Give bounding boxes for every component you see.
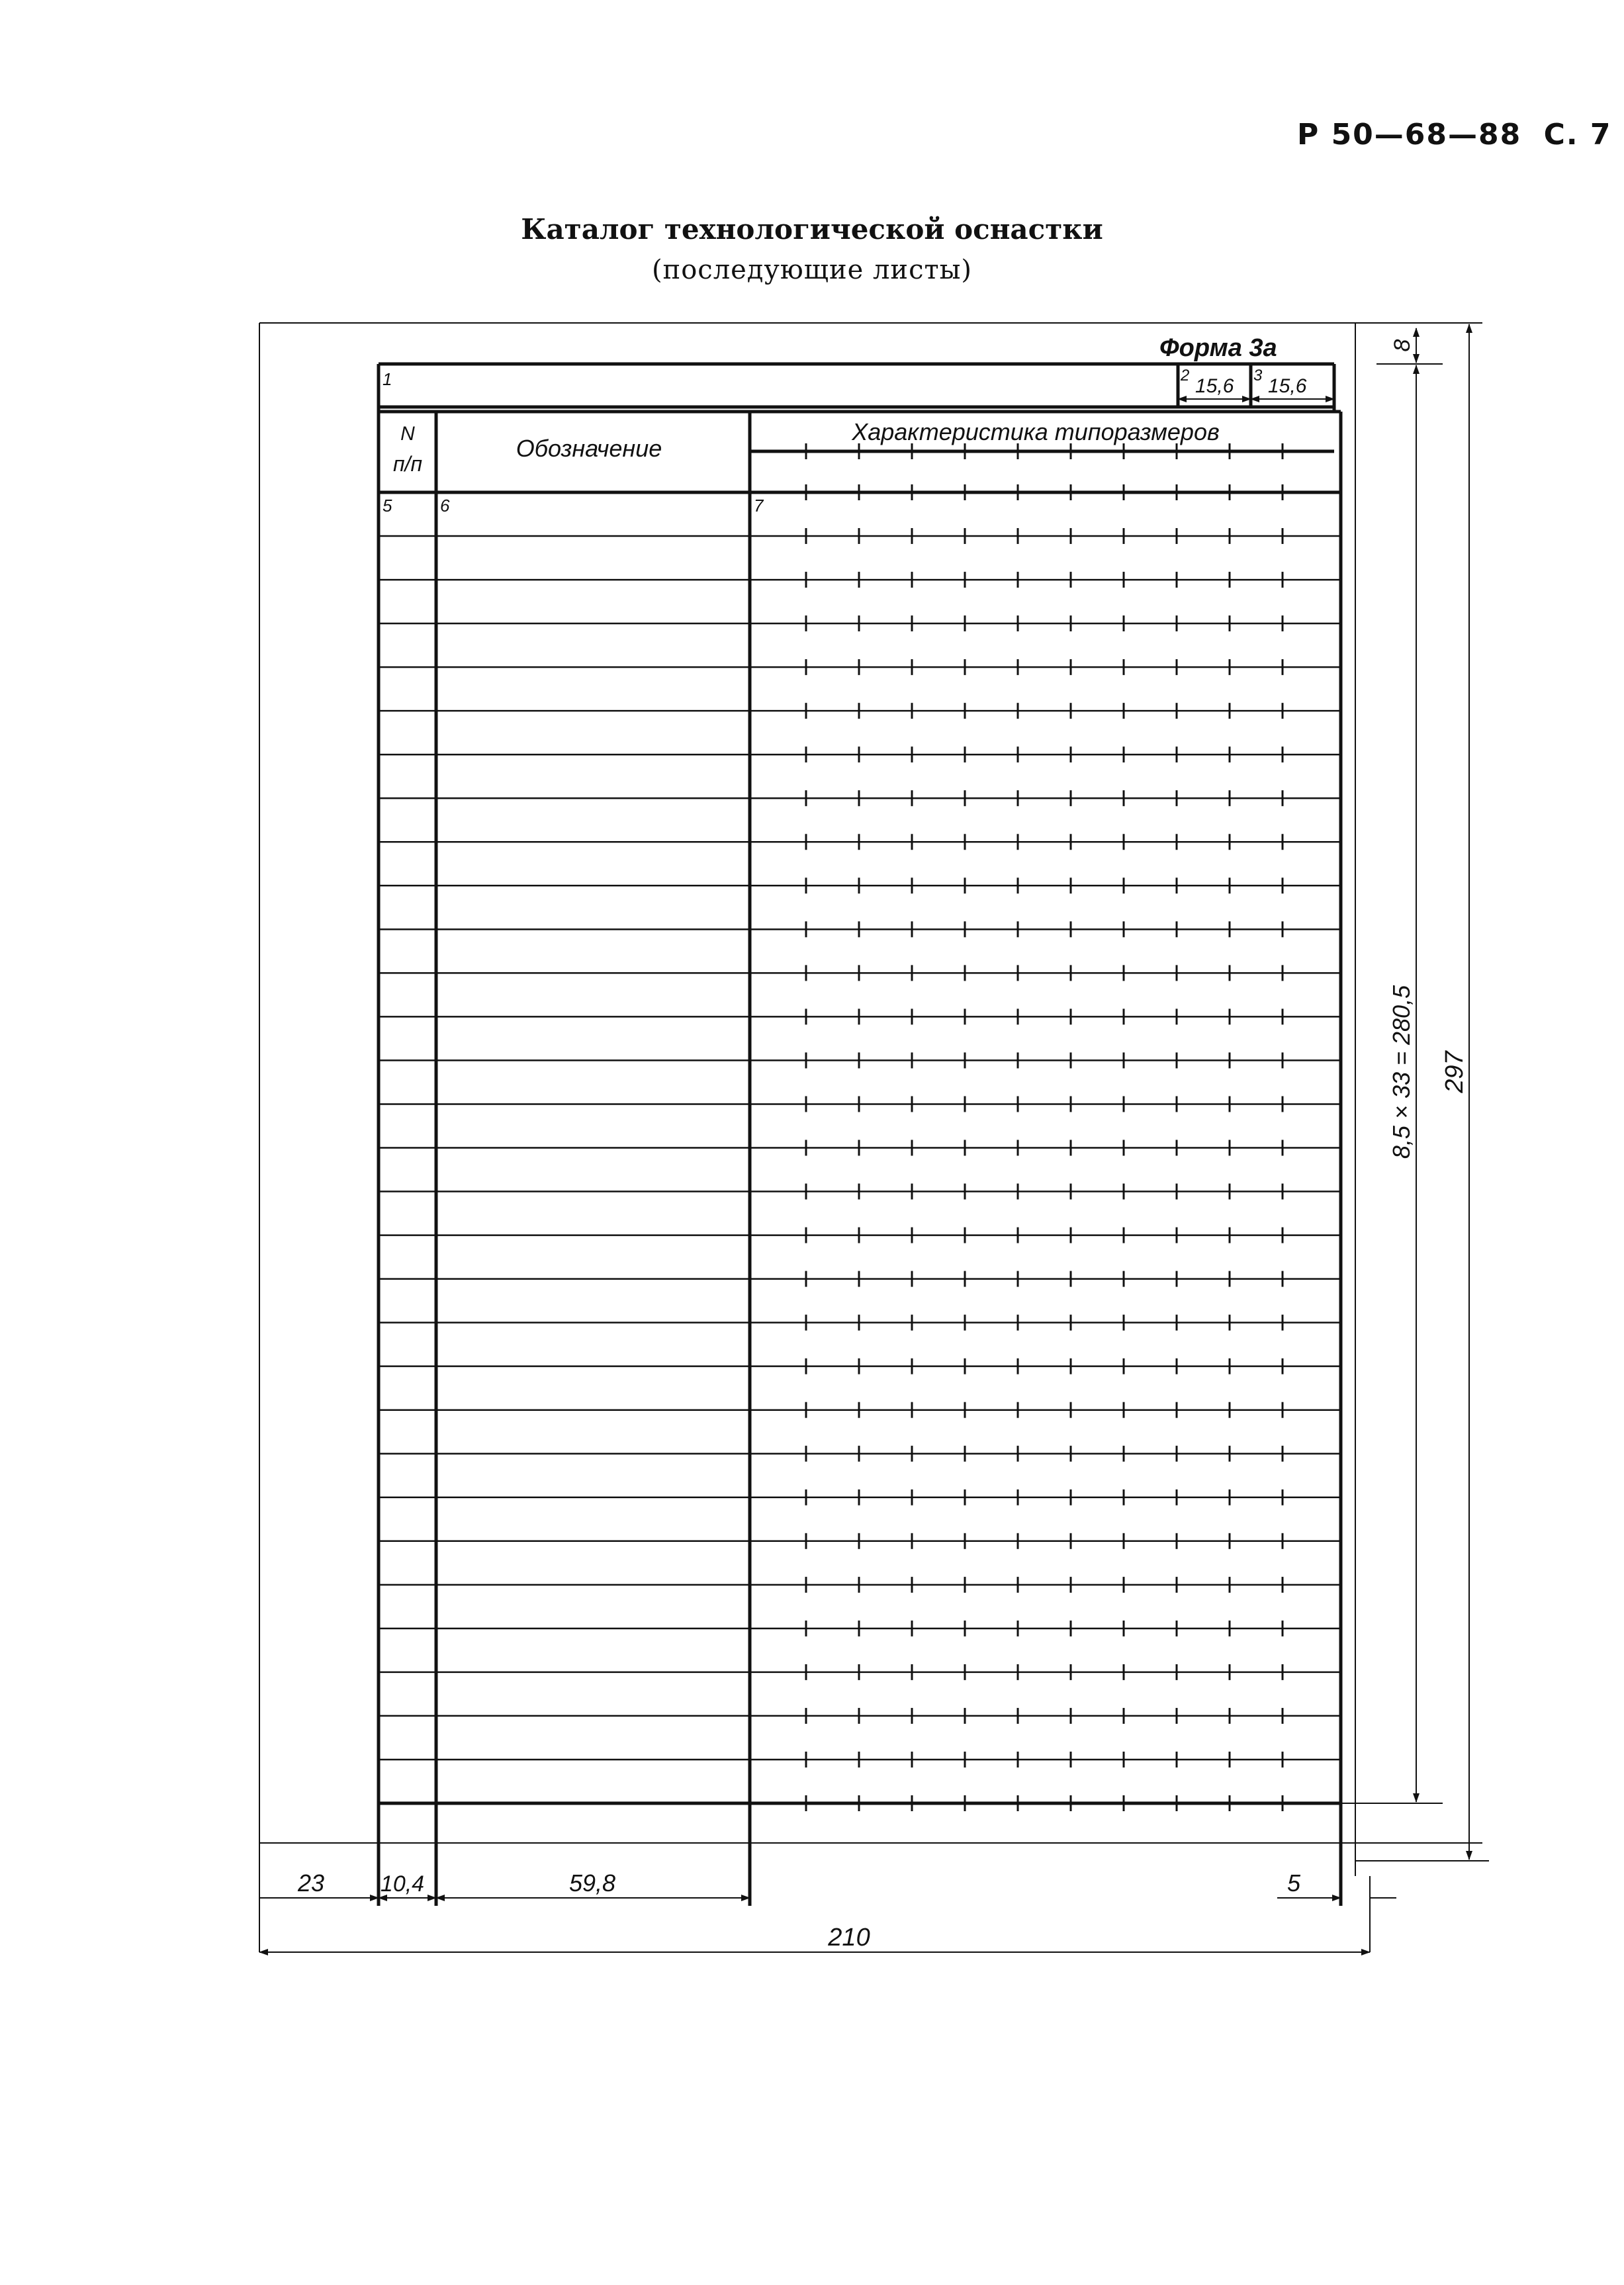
dim-total-height: 297 <box>1441 1051 1468 1093</box>
page-title: Каталог технологической оснастки <box>521 213 1103 246</box>
cell-6-number: 6 <box>440 496 450 515</box>
doc-number: Р 50—68—88 <box>1297 118 1522 152</box>
cell-2-number: 2 <box>1181 367 1190 384</box>
page-subtitle: (последующие листы) <box>651 255 973 285</box>
dim-designation-width: 59,8 <box>568 1869 616 1897</box>
column-number-header-line2: п/п <box>392 452 423 476</box>
column-designation-header: Обозначение <box>516 435 662 462</box>
dim-column-number-width: 10,4 <box>380 1871 425 1897</box>
cell-2-width: 15,6 <box>1195 375 1234 397</box>
dim-total-width: 210 <box>828 1924 870 1951</box>
cell-5-number: 5 <box>383 496 392 515</box>
form-label: Форма 3а <box>1159 334 1277 362</box>
dim-rows-height: 8,5 × 33 = 280,5 <box>1388 985 1415 1159</box>
cell-3-number: 3 <box>1253 367 1263 384</box>
page-number: С. 7 <box>1543 118 1612 152</box>
dimension-lines <box>259 324 1489 1952</box>
dim-right-margin: 5 <box>1286 1869 1301 1897</box>
cell-7-number: 7 <box>754 496 764 515</box>
column-characteristics-header: Характеристика типоразмеров <box>852 418 1220 445</box>
cell-3-width: 15,6 <box>1268 375 1307 397</box>
column-number-header-line1: N <box>400 423 415 445</box>
dim-left-margin: 23 <box>297 1869 325 1897</box>
dim-top-margin: 8 <box>1390 339 1415 352</box>
tick-marks <box>806 443 1283 1811</box>
cell-1-number: 1 <box>383 369 392 389</box>
sheet-frame <box>259 323 1482 1952</box>
